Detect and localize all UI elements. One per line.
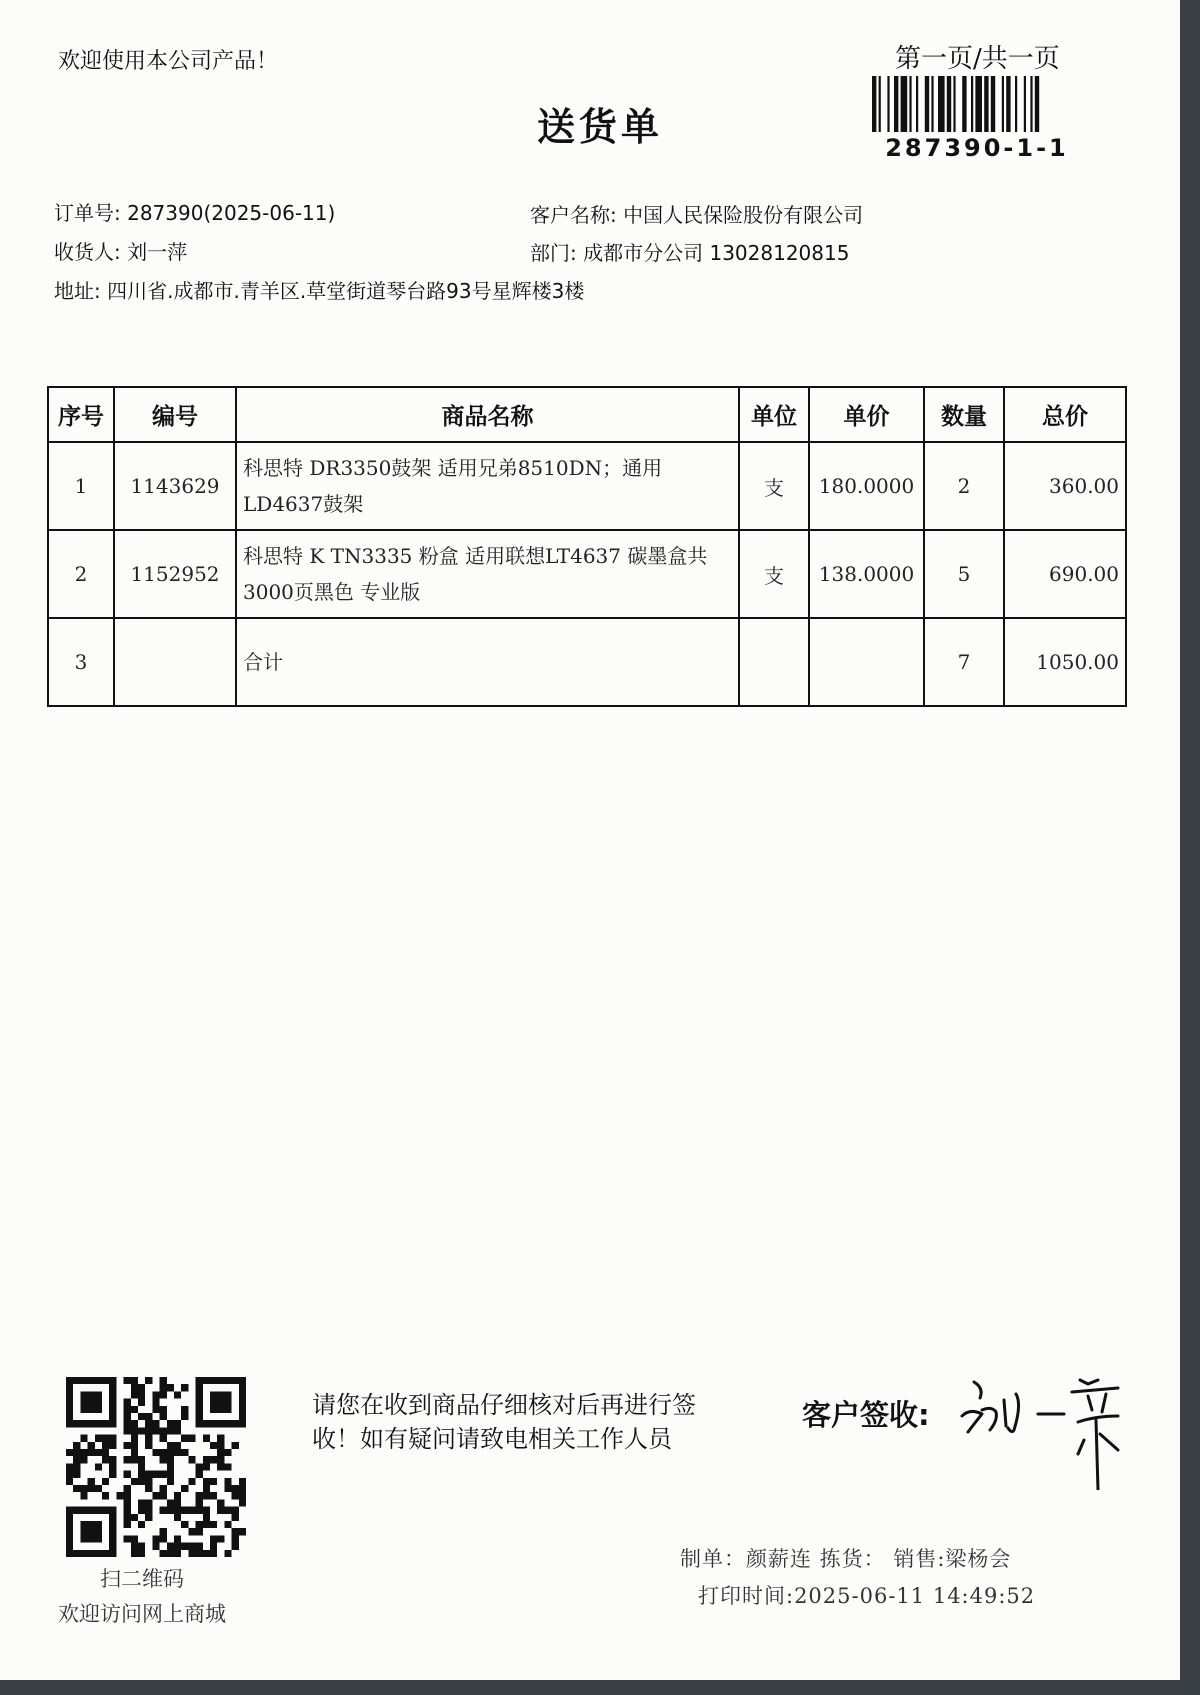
barcode-number: 287390-1-1: [885, 134, 1069, 162]
address-value: 四川省.成都市.青羊区.草堂街道琴台路93号星辉楼3楼: [107, 279, 585, 303]
table-row: [48, 530, 1126, 618]
items-table: [47, 386, 1127, 707]
order-number-value: 287390(2025-06-11): [127, 201, 336, 225]
cell-qty: 5: [924, 530, 1004, 618]
header-qty: 数量: [924, 387, 1004, 442]
address-label: 地址:: [54, 279, 101, 303]
cell-price: 180.0000: [809, 442, 924, 530]
department-label: 部门:: [530, 241, 577, 265]
header-seq: 序号: [48, 387, 114, 442]
cell-code: [114, 618, 236, 706]
cell-code: 1152952: [114, 530, 236, 618]
maker-line: 制单：颜薪连 拣货： 销售:梁杨会: [680, 1547, 1012, 1571]
cell-seq: 2: [48, 530, 114, 618]
order-number: [54, 197, 335, 226]
cell-total: 690.00: [1004, 530, 1126, 618]
header-unit: 单位: [739, 387, 809, 442]
cell-name: 科思特 DR3350鼓架 适用兄弟8510DN；通用LD4637鼓架: [236, 442, 739, 530]
cell-qty: 7: [924, 618, 1004, 706]
cell-unit: 支: [739, 442, 809, 530]
order-number-label: 订单号:: [54, 201, 121, 225]
cell-seq: 3: [48, 618, 114, 706]
table-header-row: [48, 387, 1126, 442]
customer-name-label: 客户名称:: [530, 203, 617, 227]
cell-unit: 支: [739, 530, 809, 618]
cell-price: 138.0000: [809, 530, 924, 618]
header-code: 编号: [114, 387, 236, 442]
customer-name-value: 中国人民保险股份有限公司: [623, 203, 864, 227]
department-value: 成都市分公司 13028120815: [583, 241, 850, 265]
header-total: 总价: [1004, 387, 1126, 442]
cell-name: 合计: [236, 618, 739, 706]
check-note: 请您在收到商品仔细核对后再进行签收！如有疑问请致电相关工作人员: [312, 1391, 696, 1453]
welcome-text: 欢迎使用本公司产品！: [58, 49, 279, 74]
header-price: 单价: [809, 387, 924, 442]
customer-name: [530, 199, 863, 228]
cell-qty: 2: [924, 442, 1004, 530]
cell-code: 1143629: [114, 442, 236, 530]
cell-name: 科思特 K TN3335 粉盒 适用联想LT4637 碳墨盒共3000页黑色 专业版: [236, 530, 739, 618]
customer-signature: [960, 1370, 1150, 1490]
receiver: [54, 236, 187, 265]
customer-sign-label: 客户签收:: [802, 1398, 930, 1432]
page-info: 第一页/共一页: [895, 44, 1060, 74]
table-row: [48, 618, 1126, 706]
qr-code: [66, 1377, 246, 1557]
barcode: [872, 76, 1082, 132]
address: [54, 275, 584, 304]
qr-caption-scan: 扫二维码: [100, 1567, 184, 1591]
department: [530, 237, 849, 266]
header-name: 商品名称: [236, 387, 739, 442]
receiver-label: 收货人:: [54, 240, 121, 264]
print-time: 打印时间:2025-06-11 14:49:52: [698, 1584, 1036, 1608]
cell-total: 360.00: [1004, 442, 1126, 530]
table-row: [48, 442, 1126, 530]
qr-caption-shop: 欢迎访问网上商城: [58, 1602, 226, 1626]
receiver-value: 刘一萍: [127, 240, 188, 264]
cell-price: [809, 618, 924, 706]
cell-total: 1050.00: [1004, 618, 1126, 706]
cell-seq: 1: [48, 442, 114, 530]
cell-unit: [739, 618, 809, 706]
document-title: 送货单: [536, 105, 663, 149]
